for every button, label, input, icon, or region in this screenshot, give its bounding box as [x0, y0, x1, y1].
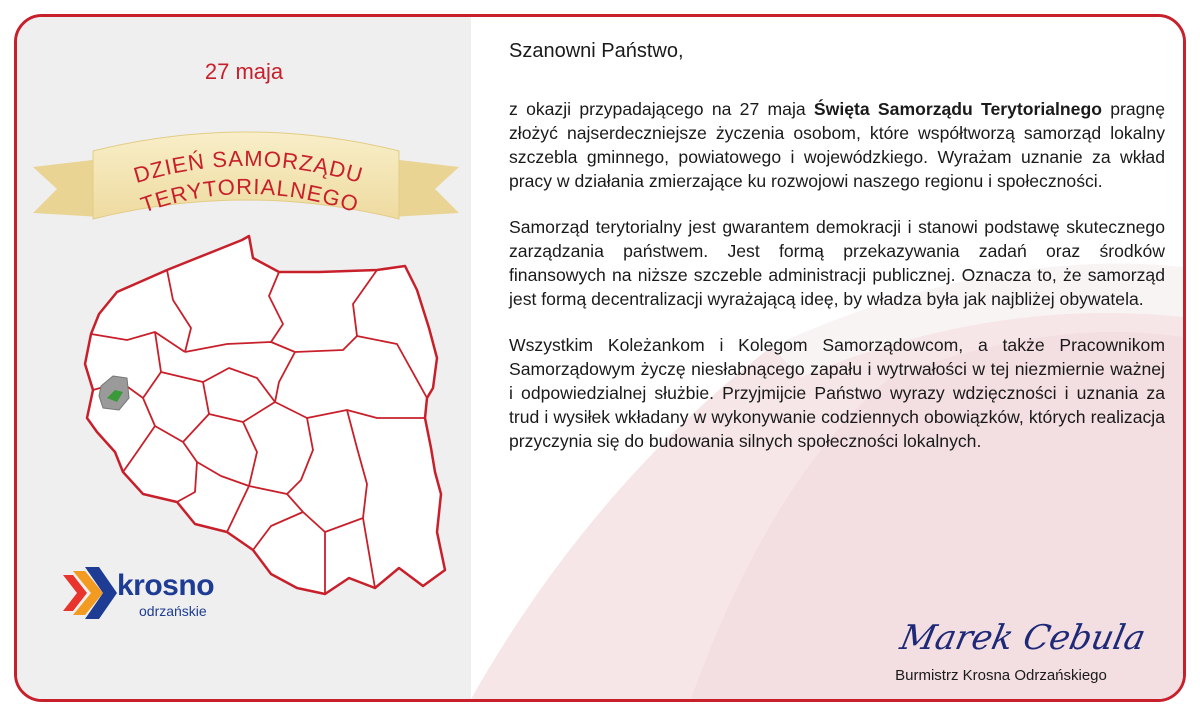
greeting-card [14, 14, 1186, 702]
ribbon-banner [31, 127, 461, 237]
ribbon-line-1: DZIEŃ SAMORZĄDU [130, 145, 367, 189]
letter-paragraph-2: Samorząd terytorialny jest gwarantem demokracji i stanowi podstawę skutecznego zarządzania państwem. Jest formą przekazywania zadań oraz środków finansowych na niższe szczeble administracji publicznej. Oznacza to, że samorząd jest formą decentralizacji wyrażającą ideę, by władza była jak najbliżej obywatela. [509, 217, 1165, 309]
ribbon-line-2: TERYTORIALNEGO [137, 173, 362, 218]
letter-greeting: Szanowni Państwo, [509, 40, 684, 62]
p1-rest: pragnę złożyć najserdeczniejsze życzenia osobom, które współtworzą samorząd lokalny szczebla gminnego, powiatowego i wojewódzkiego. Wyrażam uznanie za wkład pracy w działania zmierzające ku rozwojowi naszego regionu i społeczności. [509, 99, 1165, 191]
krosno-logo [61, 565, 261, 625]
letter-paragraph-1 [509, 97, 1165, 193]
logo-sub-text: odrzańskie [139, 603, 207, 619]
letter-body [509, 39, 1165, 475]
left-panel [17, 17, 471, 699]
p1-lead: z okazji przypadającego na 27 maja [509, 99, 814, 119]
logo-main-text: krosno [117, 569, 215, 602]
logo-chevrons-icon [61, 565, 117, 621]
holiday-name: Święta Samorządu Terytorialnego [813, 99, 1102, 119]
poland-map [57, 232, 457, 602]
signature [871, 609, 1171, 663]
right-panel [471, 17, 1183, 699]
svg-text:Marek Cebula: Marek Cebula [896, 618, 1149, 658]
date-label: 27 maja [204, 59, 284, 84]
signatory-role: Burmistrz Krosna Odrzańskiego [895, 667, 1107, 684]
letter-paragraph-3: Wszystkim Koleżankom i Kolegom Samorządowcom, a także Pracownikom Samorządowym życzę niesłabnącego zapału i wytrwałości w tej niezmiernie ważnej i odpowiedzialnej służbie. Przyjmijcie Państwo wyrazy wdzięczności i uznania za trud i wysiłek wkładany w wykonywanie codziennych obowiązków, których realizacja przyczynia się do budowania silnych społeczności lokalnych. [509, 335, 1165, 451]
poland-outline [85, 236, 445, 594]
